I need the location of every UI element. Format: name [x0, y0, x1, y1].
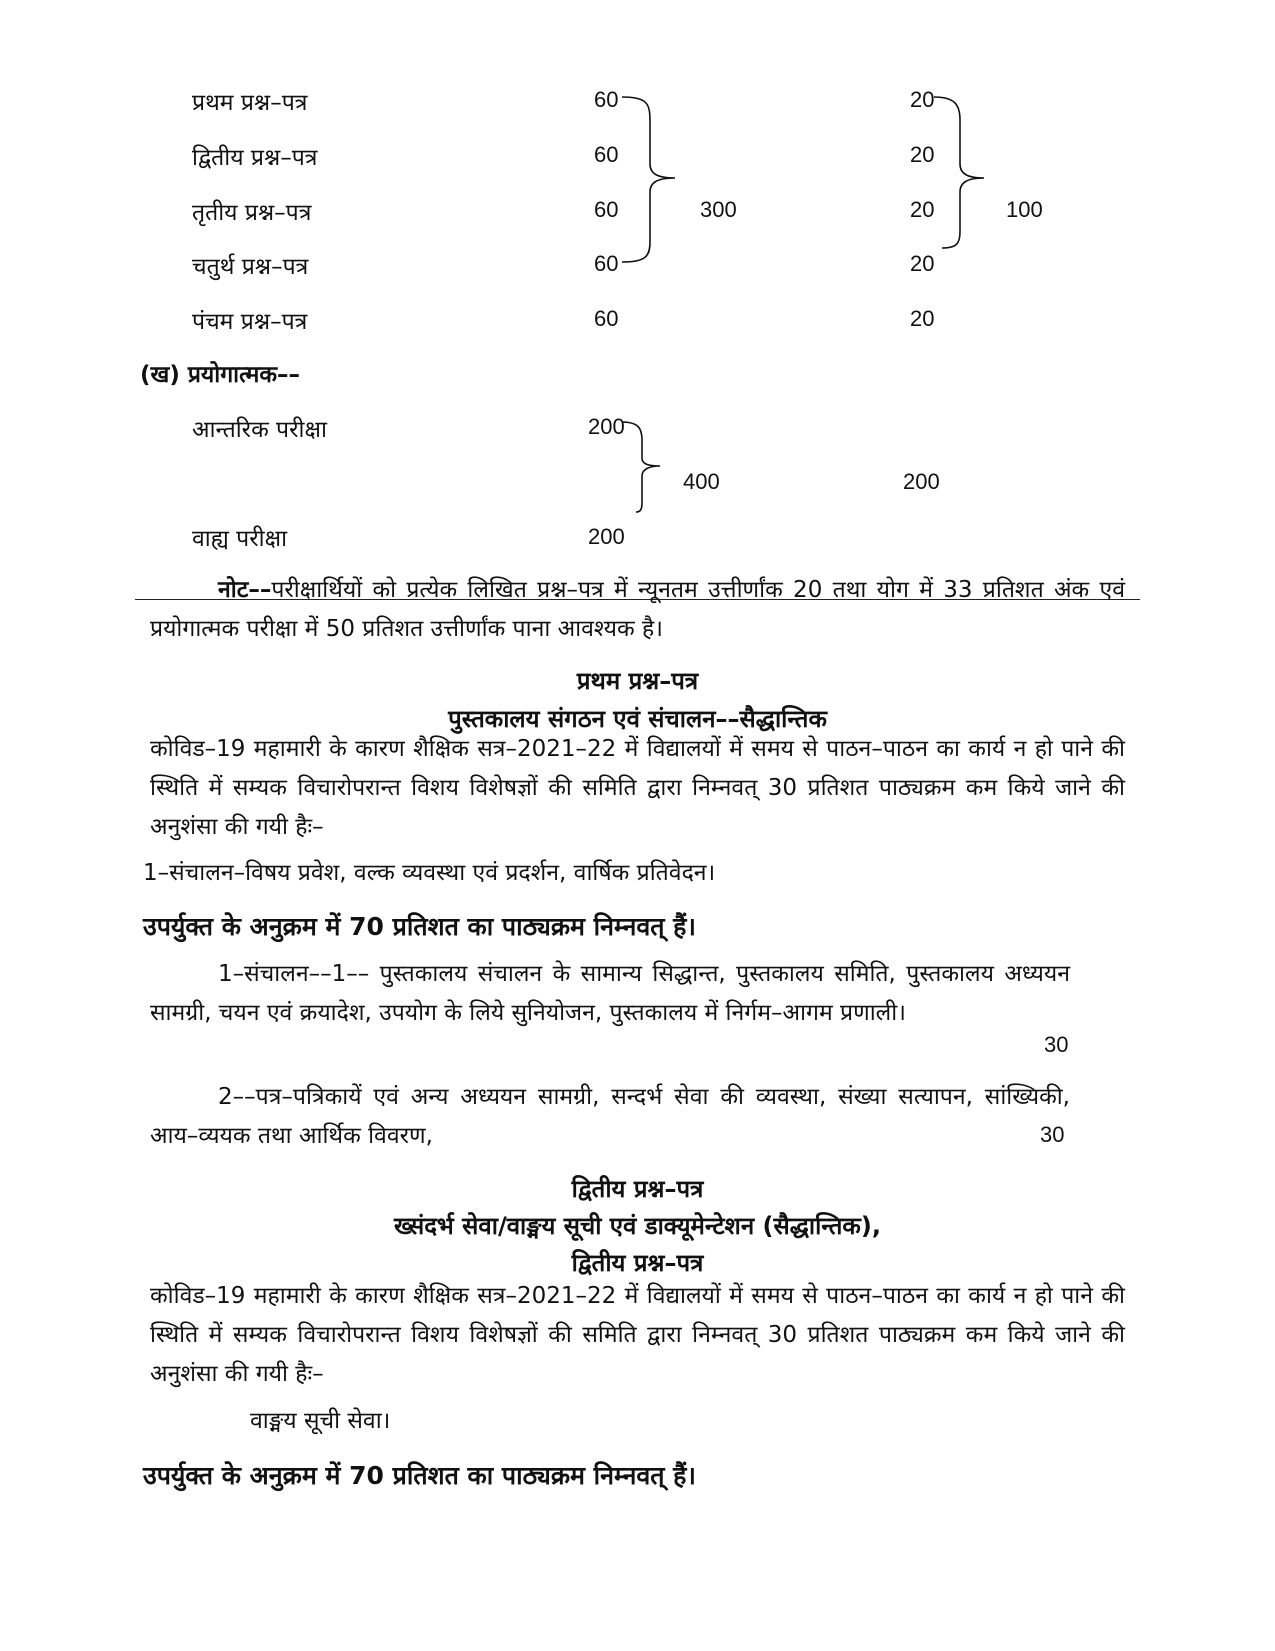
paper-2-min-marks: 20 — [910, 142, 935, 167]
paper1-item1-marks: 30 — [1044, 1032, 1069, 1057]
min-marks-total: 100 — [1006, 197, 1043, 222]
min-marks-brace — [932, 92, 1002, 272]
paper1-subtitle: पुस्तकालय संगठन एवं संचालन––सैद्धान्तिक — [448, 705, 827, 733]
paper-5-min-marks: 20 — [910, 306, 935, 331]
practical-pass-marks: 200 — [903, 469, 940, 494]
practical-heading: (ख) प्रयोगात्मक–– — [140, 362, 301, 388]
paper-3-min-marks: 20 — [910, 197, 935, 222]
internal-exam-marks: 200 — [588, 414, 625, 439]
paper2-subtitle: ख्संदर्भ सेवा/वाङ्मय सूची एवं डाक्यूमेन्टेशन (सैद्धान्तिक), — [394, 1212, 881, 1240]
note-label: नोट–– — [218, 577, 272, 603]
external-exam-label: वाह्य परीक्षा — [192, 526, 288, 552]
note-paragraph — [150, 571, 1125, 649]
paper-1-max-marks: 60 — [594, 87, 619, 112]
paper2-subtitle-2: द्वितीय प्रश्न–पत्र — [571, 1249, 704, 1277]
max-marks-brace — [620, 92, 690, 272]
paper1-seventy-heading: उपर्युक्त के अनुक्रम में 70 प्रतिशत का पाठ्यक्रम निम्नवत् हैं। — [143, 912, 696, 941]
paper-4-min-marks: 20 — [910, 251, 935, 276]
practical-brace — [620, 418, 680, 543]
paper1-item2-marks: 30 — [1040, 1122, 1065, 1147]
paper1-covid-paragraph: कोविड–19 महामारी के कारण शैक्षिक सत्र–2021–22 में विद्यालयों में समय से पाठन–पाठन का कार्य न हो पाने की स्थिति में सम्यक विचारोपरान्त विशय विशेषज्ञों की समिति द्वारा निम्नवत् 30 प्रतिशत पाठ्यक्रम कम किये जाने की अनुशंसा की गयी हैः– — [150, 736, 1125, 840]
paper-4-label: चतुर्थ प्रश्न–पत्र — [192, 254, 309, 280]
paper-3-label: तृतीय प्रश्न–पत्र — [192, 200, 312, 226]
note-text: परीक्षार्थियों को प्रत्येक लिखित प्रश्न–पत्र में न्यूनतम उत्तीर्णांक 20 तथा योग में 33 प्रतिशत अंक एवं प्रयोगात्मक परीक्षा में 50 प्रतिशत उत्तीर्णांक पाना आवश्यक है। — [150, 577, 1125, 642]
paper1-reduced-item: 1–संचालन–विषय प्रवेश, वल्क व्यवस्था एवं प्रदर्शन, वार्षिक प्रतिवेदन। — [143, 860, 716, 886]
paper-2-label: द्वितीय प्रश्न–पत्र — [192, 145, 318, 171]
paper1-item2: 2––पत्र–पत्रिकायें एवं अन्य अध्ययन सामग्री, सन्दर्भ सेवा की व्यवस्था, संख्या सत्यापन, सांख्यिकी, आय–व्ययक तथा आर्थिक विवरण, — [150, 1084, 1070, 1149]
paper1-item1: 1–संचालन––1–– पुस्तकालय संचालन के सामान्य सिद्धान्त, पुस्तकालय समिति, पुस्तकालय अध्ययन सामग्री, चयन एवं क्रयादेश, उपयोग के लिये सुनियोजन, पुस्तकालय में निर्गम–आगम प्रणाली। — [150, 961, 1070, 1026]
paper2-reduced-item: वाङ्मय सूची सेवा। — [250, 1408, 391, 1434]
paper-5-label: पंचम प्रश्न–पत्र — [192, 309, 308, 335]
paper2-covid-paragraph: कोविड–19 महामारी के कारण शैक्षिक सत्र–2021–22 में विद्यालयों में समय से पाठन–पाठन का कार्य न हो पाने की स्थिति में सम्यक विचारोपरान्त विशय विशेषज्ञों की समिति द्वारा निम्नवत् 30 प्रतिशत पाठ्यक्रम कम किये जाने की अनुशंसा की गयी हैः– — [150, 1283, 1125, 1387]
paper-5-max-marks: 60 — [594, 306, 619, 331]
paper-3-max-marks: 60 — [594, 197, 619, 222]
paper2-title: द्वितीय प्रश्न–पत्र — [571, 1175, 704, 1203]
external-exam-marks: 200 — [588, 524, 625, 549]
paper-4-max-marks: 60 — [594, 251, 619, 276]
max-marks-total: 300 — [700, 197, 737, 222]
paper2-seventy-heading: उपर्युक्त के अनुक्रम में 70 प्रतिशत का पाठ्यक्रम निम्नवत् हैं। — [143, 1461, 696, 1490]
paper-1-label: प्रथम प्रश्न–पत्र — [192, 90, 308, 116]
paper-1-min-marks: 20 — [910, 87, 935, 112]
paper-2-max-marks: 60 — [594, 142, 619, 167]
internal-exam-label: आन्तरिक परीक्षा — [192, 417, 327, 443]
practical-total: 400 — [683, 469, 720, 494]
paper1-title: प्रथम प्रश्न–पत्र — [576, 667, 699, 695]
